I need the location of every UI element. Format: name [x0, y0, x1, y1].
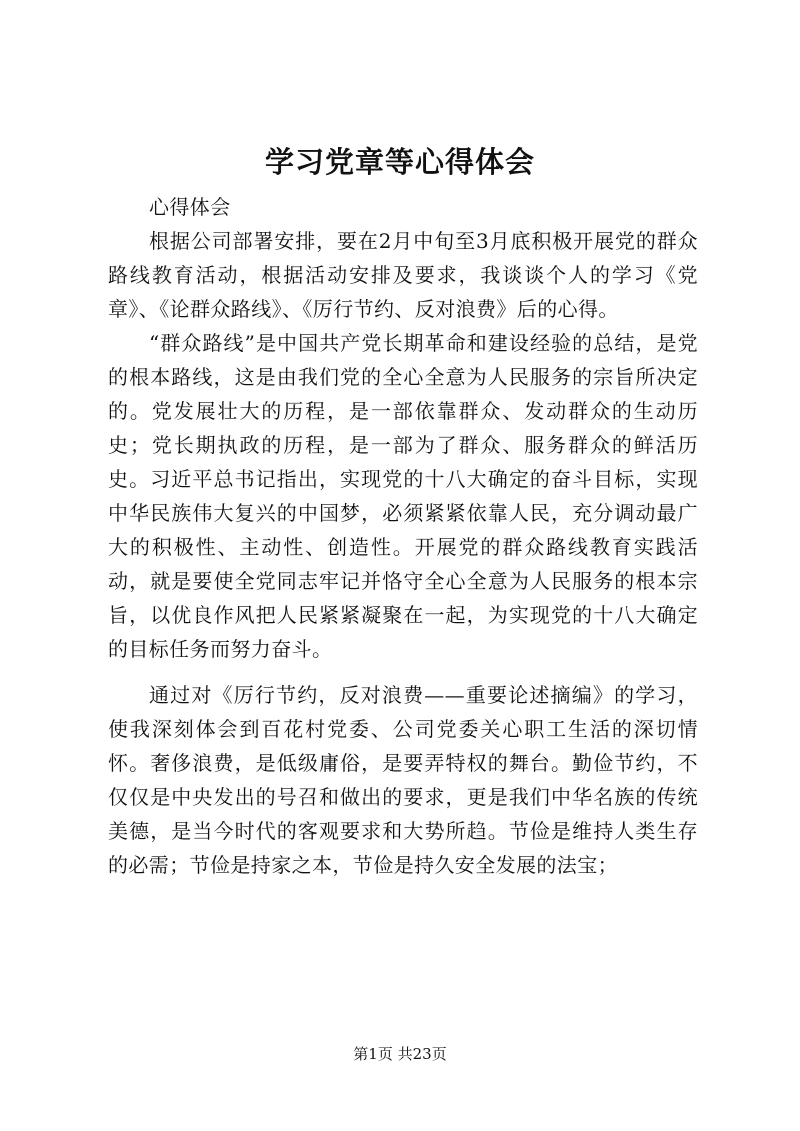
- paragraph-3: 通过对《厉行节约，反对浪费——重要论述摘编》的学习，使我深刻体会到百花村党委、公司党委关心职工生活的深切情怀。奢侈浪费，是低级庸俗，是要弄特权的舞台。勤俭节约，不仅仅是中央发出的号召和做出的要求，更是我们中华名族的传统美德，是当今时代的客观要求和大势所趋。节俭是维持人类生存的必需；节俭是持家之本，节俭是持久安全发展的法宝；: [108, 683, 698, 877]
- page-footer: [0, 1044, 800, 1064]
- salutation: 心得体会: [149, 195, 231, 219]
- document-body: [108, 190, 698, 882]
- paragraph-1: 根据公司部署安排，要在2月中旬至3月底积极开展党的群众路线教育活动，根据活动安排及要求，我谈谈个人的学习《党章》、《论群众路线》、《厉行节约、反对浪费》后的心得。: [108, 229, 698, 321]
- document-title: 学习党章等心得体会: [264, 145, 535, 179]
- paragraph-2: “群众路线”是中国共产党长期革命和建设经验的总结，是党的根本路线，这是由我们党的全心全意为人民服务的宗旨所决定的。党发展壮大的历程，是一部依靠群众、发动群众的生动历史；党长期执政的历程，是一部为了群众、服务群众的鲜活历史。习近平总书记指出，实现党的十八大确定的奋斗目标，实现中华民族伟大复兴的中国梦，必须紧紧依靠人民，充分调动最广大的积极性、主动性、创造性。开展党的群众路线教育实践活动，就是要使全党同志牢记并恪守全心全意为人民服务的根本宗旨，以优良作风把人民紧紧凝聚在一起，为实现党的十八大确定的目标任务而努力奋斗。: [108, 331, 698, 661]
- page-indicator: 第1页 共23页: [353, 1045, 447, 1063]
